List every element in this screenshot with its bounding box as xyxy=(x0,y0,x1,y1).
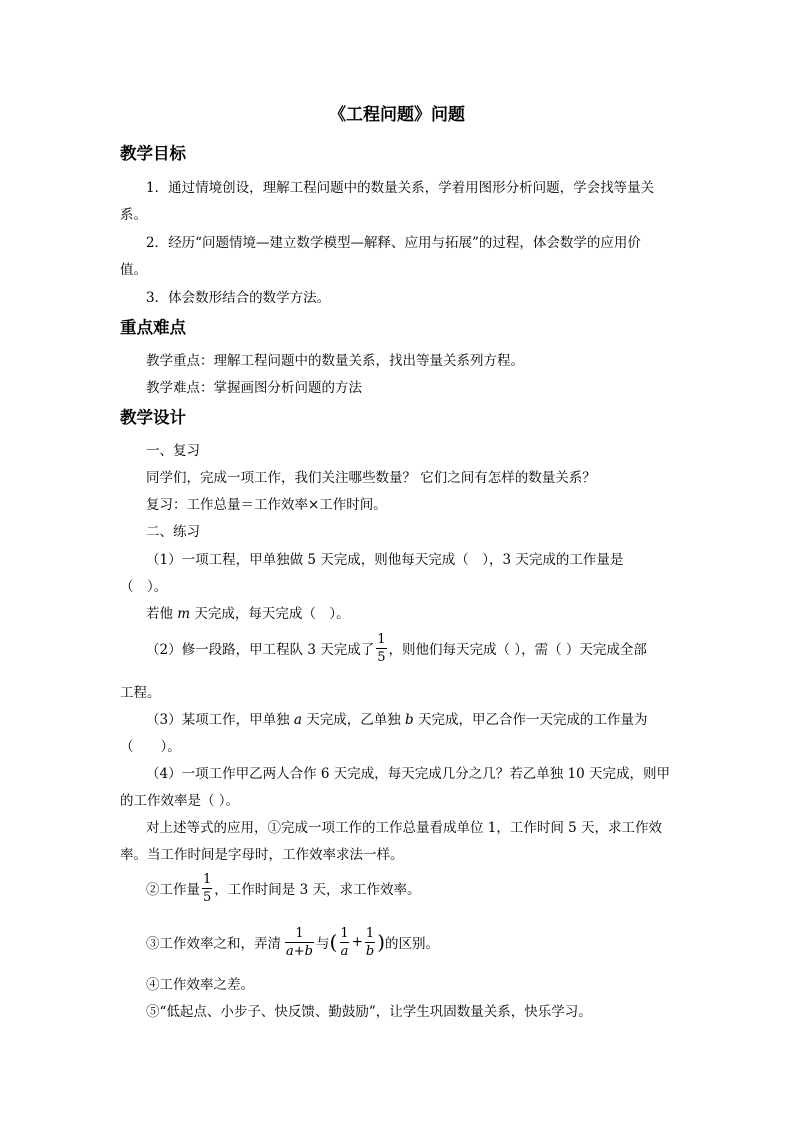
key-difficulty: 教学难点：掌握画图分析问题的方法 xyxy=(146,380,362,396)
review-heading: 一、复习 xyxy=(146,443,200,459)
goal-1-line-2: 系。 xyxy=(120,207,147,223)
point-2: ②工作量 $\frac{1}{5}$ ，工作时间是 3 天，求工作效率。 xyxy=(146,871,421,905)
fraction-one-fifth: $\frac{1}{5}$ xyxy=(203,871,212,905)
practice-1-line-2: （ ）。 xyxy=(120,579,168,595)
fraction-one-over-a-plus-b: $\frac{1}{a+b}$ xyxy=(286,925,313,959)
review-formula: 复习：工作总量＝工作效率×工作时间。 xyxy=(146,497,387,513)
practice-2-line-1: （2）修一段路，甲工程队 3 天完成了 $\frac{1}{5}$ ，则他们每天完成（ ），需（ ）天完成全部 xyxy=(146,631,647,665)
practice-3-line-2: （ ）。 xyxy=(120,739,181,755)
page-title: 《工程问题》问题 xyxy=(329,105,465,125)
goal-1-line-1: 1．通过情境创设，理解工程问题中的数量关系，学着用图形分析问题，学会找等量关 xyxy=(146,180,655,196)
practice-heading: 二、练习 xyxy=(146,524,200,540)
review-question: 同学们，完成一项工作，我们关注哪些数量？ 它们之间有怎样的数量关系？ xyxy=(146,470,596,486)
section-heading-design: 教学设计 xyxy=(120,408,186,427)
practice-4-line-1: （4）一项工作甲乙两人合作 6 天完成，每天完成几分之几？若乙单独 10 天完成，则甲 xyxy=(146,766,671,782)
practice-4-line-2: 的工作效率是（ ）。 xyxy=(120,793,240,809)
practice-1-line-1: （1）一项工程，甲单独做 5 天完成，则他每天完成（ ），3 天完成的工作量是 xyxy=(146,552,624,568)
point-3: ③工作效率之和，弄清 $\frac{1}{a+b}$ 与 ( $\frac{1}{a}$ + $\frac{1}{b}$ ) 的区别。 xyxy=(146,925,440,959)
fraction-one-over-b: $\frac{1}{b}$ xyxy=(365,925,375,959)
goal-3: 3．体会数形结合的数学方法。 xyxy=(146,290,331,306)
practice-3-line-1: （3）某项工作，甲单独 a 天完成，乙单独 b 天完成，甲乙合作一天完成的工作量为 xyxy=(146,712,648,728)
var-m: m xyxy=(177,606,191,622)
application-line-1: 对上述等式的应用，①完成一项工作的工作总量看成单位 1，工作时间 5 天，求工作效 xyxy=(146,820,663,836)
fraction-one-over-a: $\frac{1}{a}$ xyxy=(340,925,349,959)
section-heading-key: 重点难点 xyxy=(120,318,186,337)
fraction-one-fifth: $\frac{1}{5}$ xyxy=(377,631,386,665)
point-5: ⑤“低起点、小步子、快反馈、勤鼓励”，让学生巩固数量关系，快乐学习。 xyxy=(146,1004,592,1020)
point-4: ④工作效率之差。 xyxy=(146,977,254,993)
section-heading-goals: 教学目标 xyxy=(120,144,186,163)
goal-2-line-1: 2．经历“问题情境—建立数学模型—解释、应用与拓展”的过程，体会数学的应用价 xyxy=(146,235,641,251)
practice-1-variant: 若他 m 天完成，每天完成（ ）。 xyxy=(146,606,350,622)
key-focus: 教学重点：理解工程问题中的数量关系，找出等量关系列方程。 xyxy=(146,353,524,369)
application-line-2: 率。当工作时间是字母时，工作效率求法一样。 xyxy=(120,847,404,863)
goal-2-line-2: 值。 xyxy=(120,262,147,278)
practice-2-line-2: 工程。 xyxy=(120,685,161,701)
